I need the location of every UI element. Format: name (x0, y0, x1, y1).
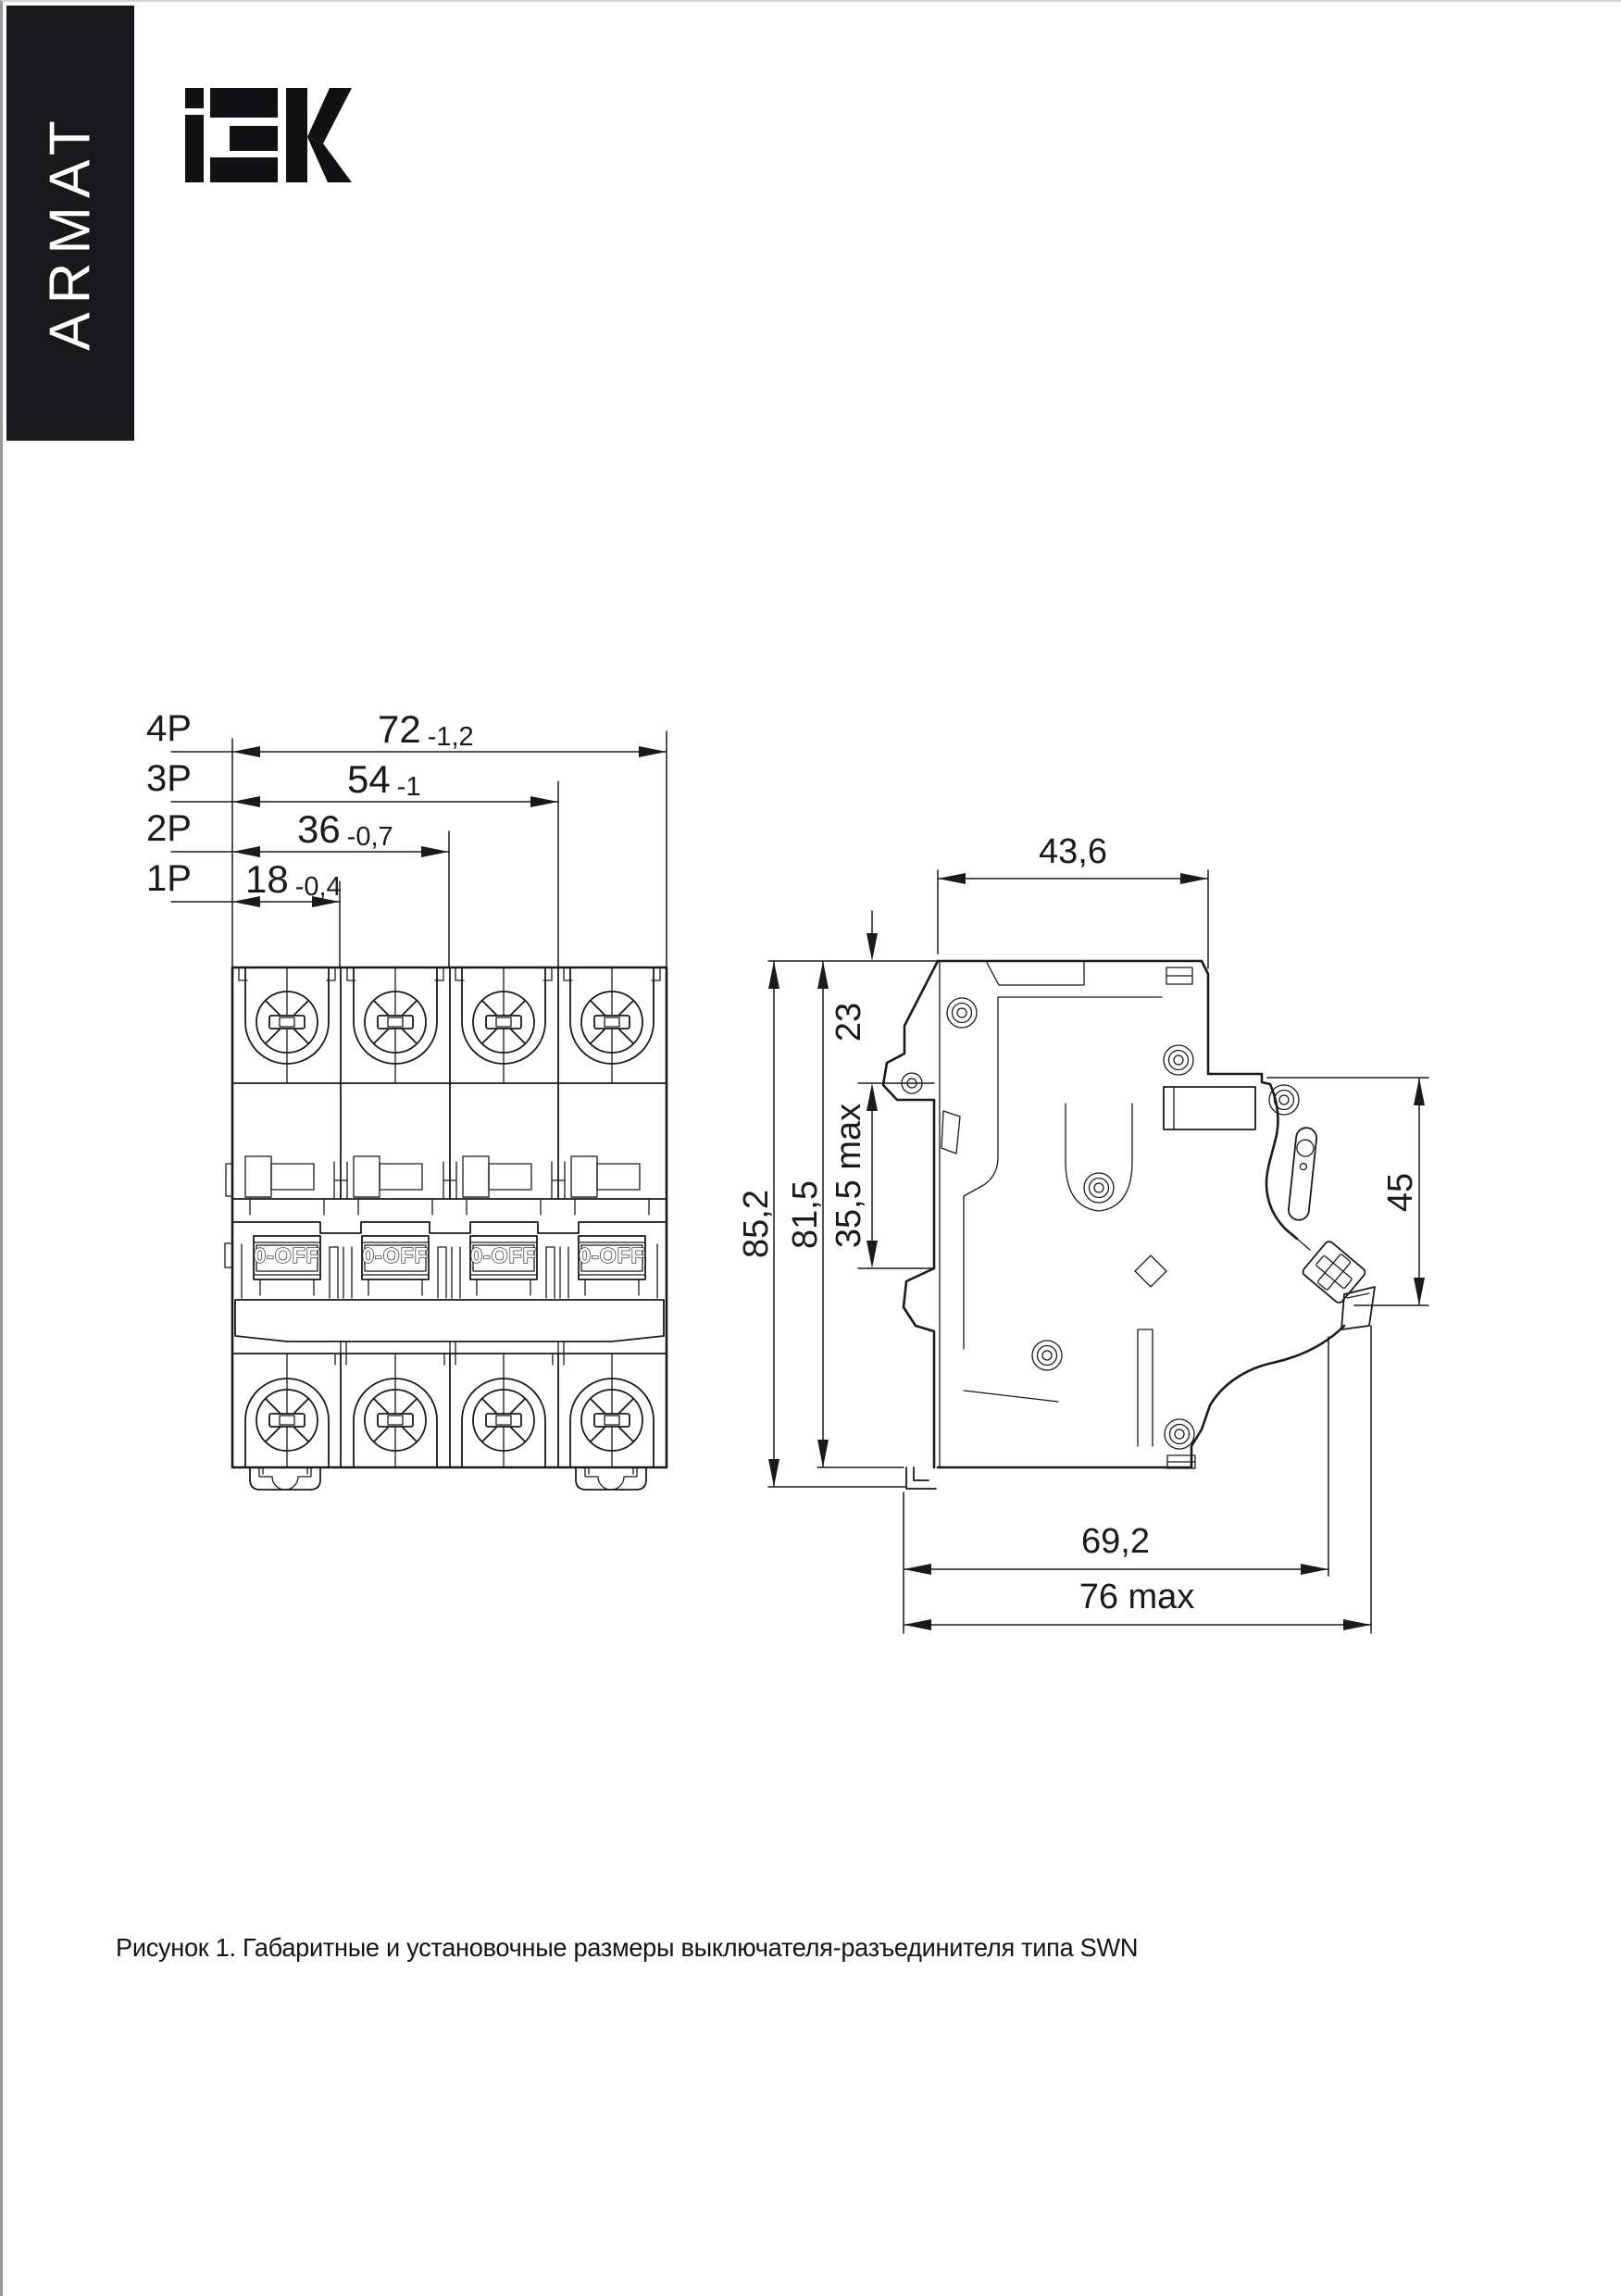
front-dim-3p (146, 757, 558, 807)
toggle-label-1: 0-OFF (254, 1243, 320, 1267)
dim-width-3p: 54 -1 (347, 757, 421, 802)
pole-label-3p: 3P (146, 758, 192, 799)
side-dim-din (829, 911, 934, 1268)
front-dim-2p (146, 807, 449, 857)
dim-width-1p: 18 -0,4 (245, 857, 342, 902)
dim-width-2p: 36 -0,7 (297, 807, 393, 852)
din-clip-left (250, 1467, 320, 1490)
svg-text:23: 23 (829, 1002, 868, 1042)
svg-text:81,5: 81,5 (786, 1180, 825, 1249)
svg-text:43,6: 43,6 (1039, 832, 1107, 871)
pole-label-1p: 1P (146, 858, 192, 899)
side-terminal-screw (1297, 1239, 1375, 1329)
front-view (146, 707, 667, 1490)
svg-text:76 max: 76 max (1079, 1578, 1195, 1616)
front-dim-1p (146, 857, 342, 907)
toggle-label-3: 0-OFF (470, 1243, 537, 1267)
side-view (737, 832, 1428, 1633)
toggle-label-2: 0-OFF (362, 1243, 429, 1267)
toggle-label-4: 0-OFF (579, 1243, 645, 1267)
armat-banner-label: ARMAT (38, 112, 103, 352)
side-dim-top-width (938, 832, 1208, 968)
side-label-window (1164, 1087, 1255, 1129)
side-toggle-lever (1288, 1127, 1317, 1221)
side-dim-front-height (1267, 1078, 1428, 1305)
dim-width-4p: 72 -1,2 (378, 707, 474, 752)
front-center-band (235, 1300, 664, 1341)
svg-text:45: 45 (1381, 1172, 1420, 1213)
pole-label-4p: 4P (146, 708, 192, 749)
figure-caption: Рисунок 1. Габаритные и установочные размеры выключателя-разъединителя типа SWN (116, 1933, 1139, 1962)
front-dim-4p (146, 707, 667, 757)
svg-text:35,5 max: 35,5 max (829, 1103, 868, 1249)
pole-label-2p: 2P (146, 808, 192, 849)
svg-text:69,2: 69,2 (1081, 1522, 1150, 1561)
din-clip-right (576, 1467, 646, 1490)
svg-text:85,2: 85,2 (737, 1190, 776, 1258)
